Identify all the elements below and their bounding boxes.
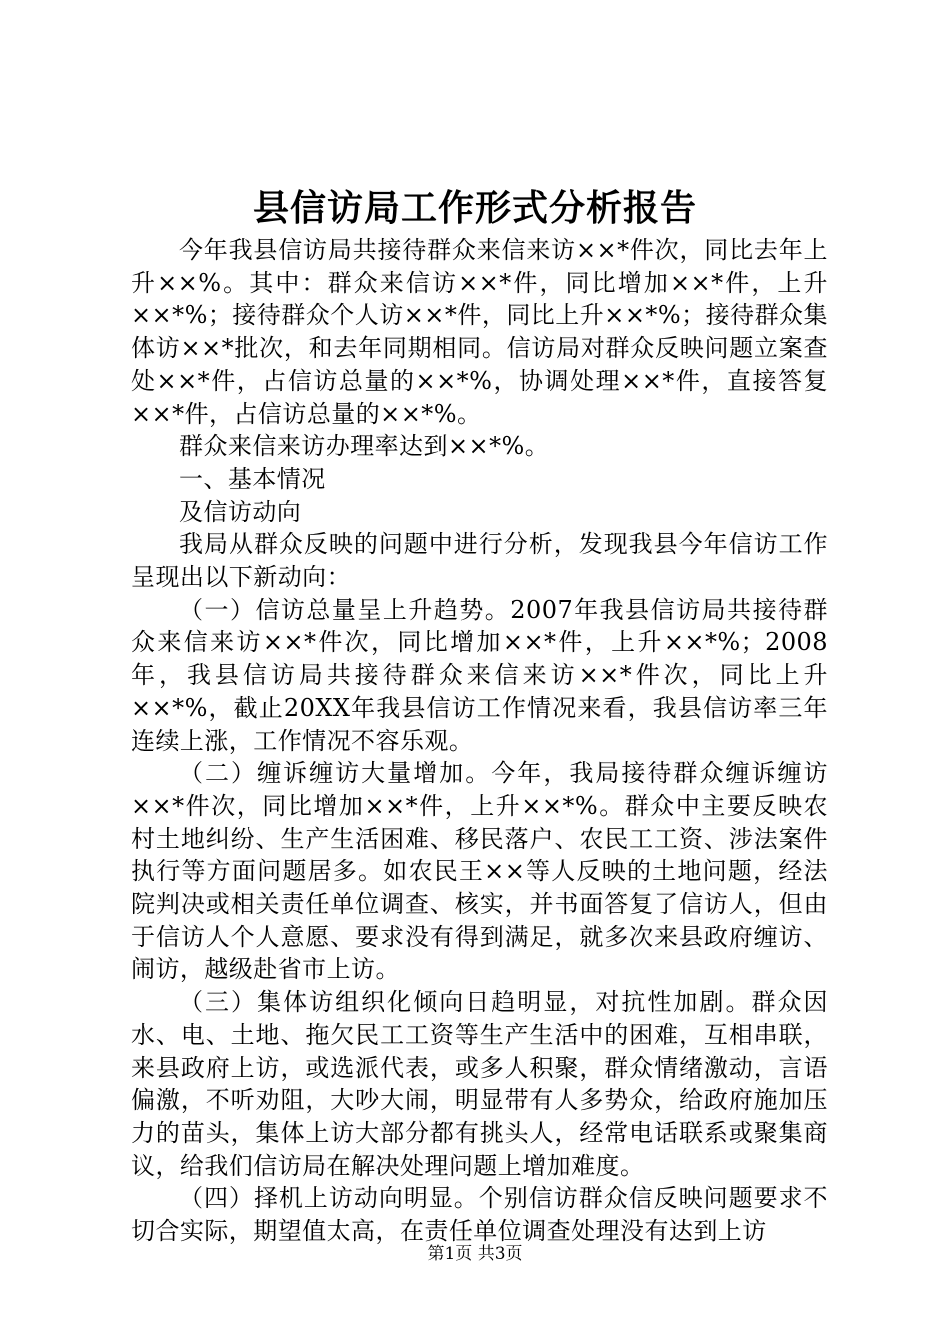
document-title: 县信访局工作形式分析报告: [252, 187, 697, 229]
section-heading-basic: 一、基本情况: [179, 464, 326, 493]
document-body: [131, 234, 828, 1248]
page-number-footer: 第1页 共3页: [427, 1244, 523, 1264]
paragraph-handling-rate: 群众来信来访办理率达到××*%。: [179, 432, 550, 461]
paragraph-trend-2: （二）缠诉缠访大量增加。今年，我局接待群众缠诉缠访××*件次，同比增加××*件，上升××*%。群众中主要反映农村土地纠纷、生产生活困难、移民落户、农民工工资、涉法案件执行等方面问题居多。如农民王××等人反映的土地问题，经法院判决或相关责任单位调查、核实，并书面答复了信访人，但由于信访人个人意愿、要求没有得到满足，就多次来县政府缠访、闹访，越级赴省市上访。: [131, 759, 828, 984]
paragraph-trend-3: （三）集体访组织化倾向日趋明显，对抗性加剧。群众因水、电、土地、拖欠民工工资等生产生活中的困难，互相串联，来县政府上访，或选派代表，或多人积聚，群众情绪激动，言语偏激，不听劝阻，大吵大闹，明显带有人多势众，给政府施加压力的苗头，集体上访大部分都有挑头人，经常电话联系或聚集商议，给我们信访局在解决处理问题上增加难度。: [131, 988, 828, 1180]
paragraph-trend-1: （一）信访总量呈上升趋势。2007年我县信访局共接待群众来信来访××*件次，同比增加××*件，上升××*%；2008年，我县信访局共接待群众来信来访××*件次，同比上升××*%，截止20XX年我县信访工作情况来看，我县信访率三年连续上涨，工作情况不容乐观。: [131, 595, 828, 755]
paragraph-trend-4: （四）择机上访动向明显。个别信访群众信反映问题要求不切合实际，期望值太高，在责任单位调查处理没有达到上访: [131, 1184, 828, 1246]
paragraph-summary: 今年我县信访局共接待群众来信来访××*件次，同比去年上升××%。其中：群众来信访××*件，同比增加××*件，上升××*%；接待群众个人访××*件，同比上升××*%；接待群众集体访××*批次，和去年同期相同。信访局对群众反映问题立案查处××*件，占信访总量的××*%，协调处理××*件，直接答复××*件，占信访总量的××*%。: [131, 236, 828, 428]
section-heading-trend: 及信访动向: [179, 497, 302, 526]
paragraph-analysis-intro: 我局从群众反映的问题中进行分析，发现我县今年信访工作呈现出以下新动向：: [131, 530, 828, 592]
